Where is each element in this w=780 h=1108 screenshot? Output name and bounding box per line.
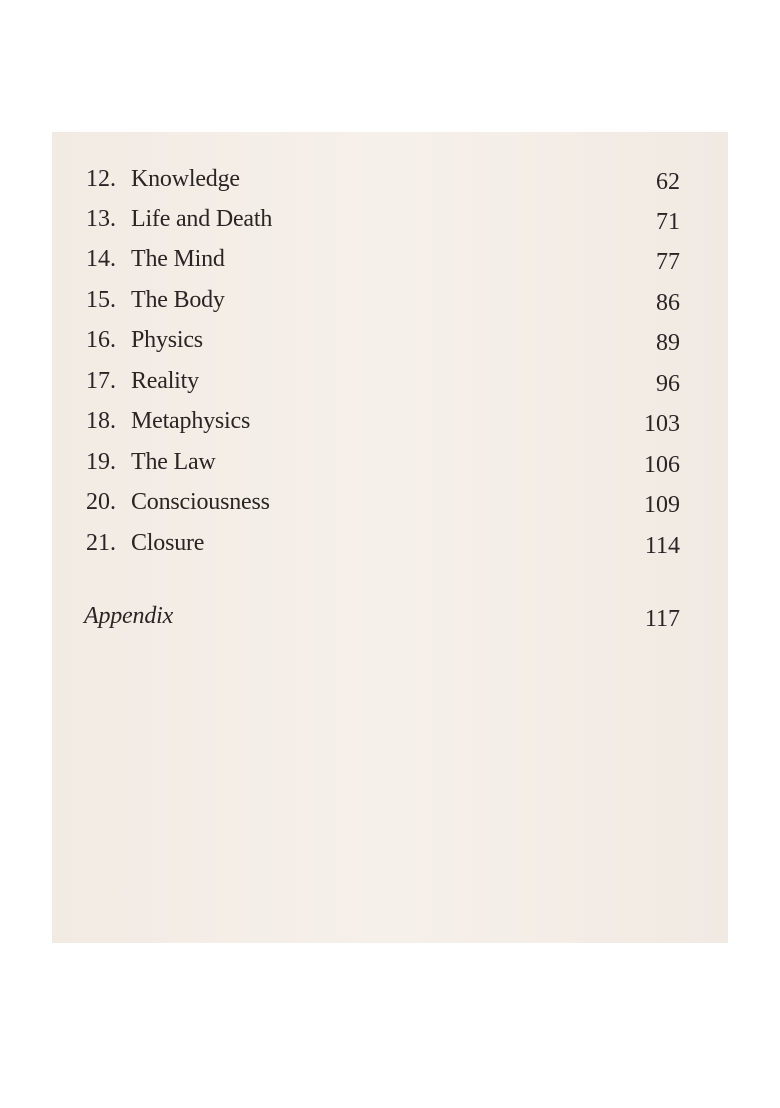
chapter-title: Consciousness: [131, 489, 270, 515]
page-number: 103: [644, 411, 680, 437]
chapter-title: The Body: [131, 287, 225, 313]
toc-entry: [52, 447, 728, 477]
chapter-number: 12.: [86, 166, 116, 192]
toc-entry: [52, 204, 728, 234]
chapter-title: Metaphysics: [131, 408, 251, 434]
chapter-title: The Mind: [131, 246, 225, 272]
page-number: 96: [656, 371, 680, 397]
toc-entry: [52, 164, 728, 194]
page-number: 71: [656, 209, 680, 235]
chapter-title: Life and Death: [131, 206, 273, 232]
chapter-title: Reality: [131, 368, 199, 394]
page-number: 62: [656, 169, 680, 195]
page-number: 109: [644, 492, 680, 518]
chapter-title: The Law: [131, 449, 216, 475]
page-number: 89: [656, 330, 680, 356]
page-number: 106: [644, 452, 680, 478]
chapter-number: 20.: [86, 489, 116, 515]
page-number: 86: [656, 290, 680, 316]
chapter-number: 14.: [86, 246, 116, 272]
toc-entry: [52, 487, 728, 517]
page-number: 114: [644, 533, 680, 559]
toc-entry: [52, 366, 728, 396]
toc-entry: [52, 528, 728, 558]
chapter-number: 13.: [86, 206, 116, 232]
page-number: 117: [644, 606, 680, 632]
chapter-title: Knowledge: [131, 166, 240, 192]
chapter-number: 17.: [86, 368, 116, 394]
chapter-number: 15.: [86, 287, 116, 313]
toc-entry: [52, 325, 728, 355]
page-number: 77: [656, 249, 680, 275]
toc-entry: [52, 244, 728, 274]
appendix-title: Appendix: [84, 603, 174, 629]
book-page: [52, 132, 728, 943]
chapter-title: Closure: [131, 530, 205, 556]
chapter-number: 21.: [86, 530, 116, 556]
chapter-number: 19.: [86, 449, 116, 475]
toc-appendix: [52, 601, 728, 631]
chapter-number: 16.: [86, 327, 116, 353]
chapter-number: 18.: [86, 408, 116, 434]
toc-entry: [52, 285, 728, 315]
toc-entry: [52, 406, 728, 436]
chapter-title: Physics: [131, 327, 203, 353]
